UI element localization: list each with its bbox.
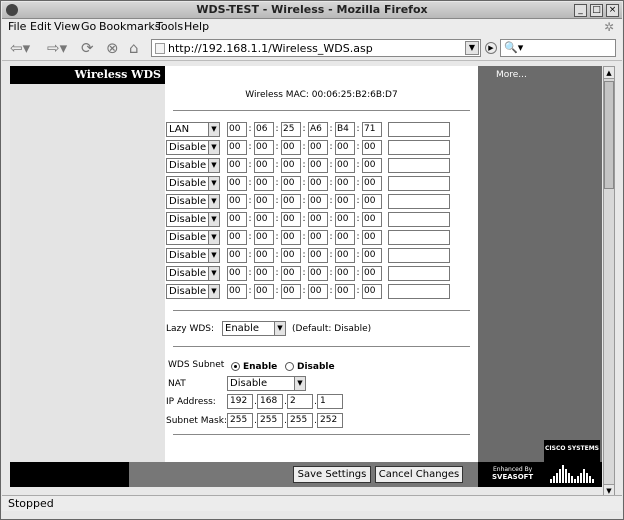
- wds-subnet-label: WDS Subnet: [168, 360, 225, 370]
- mac-octet-input[interactable]: 00: [308, 140, 328, 155]
- mac-octet-input[interactable]: 00: [308, 176, 328, 191]
- navigation-toolbar: [2, 35, 622, 61]
- menu-bar: [2, 19, 622, 35]
- wds-mode-value: Disable: [169, 268, 207, 279]
- colon-separator: :: [302, 268, 306, 278]
- mac-octet-input[interactable]: 00: [227, 248, 247, 263]
- mac-octet-input[interactable]: 00: [254, 158, 274, 173]
- colon-separator: :: [356, 232, 360, 242]
- mac-octet-input[interactable]: 00: [335, 230, 355, 245]
- colon-separator: :: [275, 268, 279, 278]
- chevron-down-icon: ▼: [294, 377, 305, 390]
- address-bar[interactable]: [151, 39, 481, 57]
- mac-octet-input[interactable]: 00: [227, 230, 247, 245]
- wds-mode-value: Disable: [169, 214, 207, 225]
- chevron-down-icon: ▼: [208, 249, 219, 262]
- chevron-down-icon: ▼: [208, 159, 219, 172]
- left-sidebar: [10, 66, 165, 487]
- mac-octet-input[interactable]: 06: [254, 122, 274, 137]
- url-text: http://192.168.1.1/Wireless_WDS.asp: [168, 42, 373, 55]
- mac-octet-input[interactable]: 00: [227, 176, 247, 191]
- chevron-down-icon: ▼: [208, 213, 219, 226]
- dot-separator: .: [284, 397, 287, 407]
- cisco-bar: [592, 479, 594, 483]
- menu-bookmarks[interactable]: Bookmarks: [99, 20, 161, 33]
- colon-separator: :: [329, 196, 333, 206]
- colon-separator: :: [248, 142, 252, 152]
- ip-address-octet-input[interactable]: 168: [257, 394, 283, 409]
- page-viewport: [10, 66, 602, 487]
- mac-octet-input[interactable]: 00: [227, 158, 247, 173]
- colon-separator: :: [302, 178, 306, 188]
- wds-mode-value: Disable: [169, 142, 207, 153]
- colon-separator: :: [302, 286, 306, 296]
- colon-separator: :: [356, 142, 360, 152]
- mac-octet-input[interactable]: 00: [281, 158, 301, 173]
- title-bar: [2, 2, 622, 19]
- wds-mode-value: Disable: [169, 196, 207, 207]
- vertical-scrollbar[interactable]: [603, 66, 615, 497]
- wds-subnet-enable-radio[interactable]: [231, 362, 240, 371]
- mac-octet-input[interactable]: 00: [335, 248, 355, 263]
- wds-mode-select[interactable]: [166, 230, 220, 245]
- wds-subnet-enable-label: Enable: [243, 362, 278, 372]
- mac-octet-input[interactable]: 00: [335, 158, 355, 173]
- main-content: [165, 66, 478, 487]
- wds-description-input[interactable]: [388, 176, 450, 191]
- mac-octet-input[interactable]: 00: [335, 266, 355, 281]
- colon-separator: :: [329, 268, 333, 278]
- wds-description-input[interactable]: [388, 284, 450, 299]
- logo-area: [482, 445, 602, 487]
- more-link[interactable]: More...: [496, 70, 527, 80]
- cisco-bar: [577, 476, 579, 483]
- wds-description-input[interactable]: [388, 140, 450, 155]
- mac-octet-input[interactable]: 00: [281, 248, 301, 263]
- colon-separator: :: [248, 214, 252, 224]
- mac-octet-input[interactable]: 00: [362, 176, 382, 191]
- mac-octet-input[interactable]: 00: [335, 284, 355, 299]
- wds-mode-select[interactable]: [166, 266, 220, 281]
- dot-separator: .: [284, 416, 287, 426]
- subnet-mask-octet-input[interactable]: 255: [257, 413, 283, 428]
- cisco-bar: [571, 476, 573, 483]
- wds-description-input[interactable]: [388, 212, 450, 227]
- mac-octet-input[interactable]: 00: [227, 122, 247, 137]
- colon-separator: :: [248, 286, 252, 296]
- cisco-bar: [580, 473, 582, 483]
- mac-octet-input[interactable]: 00: [308, 266, 328, 281]
- footer-bar: [10, 445, 602, 487]
- mac-octet-input[interactable]: 00: [335, 194, 355, 209]
- nat-select[interactable]: [227, 376, 306, 391]
- wds-mode-value: Disable: [169, 286, 207, 297]
- mac-octet-input[interactable]: 00: [308, 212, 328, 227]
- save-settings-button[interactable]: Save Settings: [293, 466, 371, 483]
- mac-octet-input[interactable]: 00: [254, 212, 274, 227]
- wds-description-input[interactable]: [388, 194, 450, 209]
- wds-mode-select[interactable]: [166, 140, 220, 155]
- menu-tools[interactable]: Tools: [156, 20, 184, 33]
- scroll-thumb[interactable]: [604, 81, 614, 189]
- enhanced-by-text: Enhanced By: [492, 466, 533, 473]
- mac-octet-input[interactable]: 00: [362, 266, 382, 281]
- divider: [173, 346, 470, 347]
- mac-octet-input[interactable]: B4: [335, 122, 355, 137]
- wds-mode-select[interactable]: [166, 194, 220, 209]
- colon-separator: :: [329, 178, 333, 188]
- colon-separator: :: [302, 124, 306, 134]
- colon-separator: :: [356, 160, 360, 170]
- mac-octet-input[interactable]: 00: [281, 284, 301, 299]
- status-text: Stopped: [8, 497, 54, 510]
- mac-octet-input[interactable]: 00: [227, 194, 247, 209]
- colon-separator: :: [356, 178, 360, 188]
- mac-octet-input[interactable]: 00: [335, 212, 355, 227]
- wds-mode-value: Disable: [169, 232, 207, 243]
- mac-octet-input[interactable]: 00: [335, 176, 355, 191]
- wds-mode-select[interactable]: [166, 122, 220, 137]
- wds-mode-select[interactable]: [166, 284, 220, 299]
- mac-octet-input[interactable]: 00: [281, 230, 301, 245]
- mac-octet-input[interactable]: A6: [308, 122, 328, 137]
- colon-separator: :: [356, 214, 360, 224]
- lazy-wds-select[interactable]: [222, 321, 286, 336]
- colon-separator: :: [248, 196, 252, 206]
- cisco-bar: [589, 476, 591, 483]
- wds-mode-select[interactable]: [166, 248, 220, 263]
- mac-octet-input[interactable]: 00: [308, 284, 328, 299]
- cisco-bar: [556, 473, 558, 483]
- button-area: [129, 462, 478, 487]
- cisco-bar: [586, 473, 588, 483]
- mac-octet-input[interactable]: 00: [308, 158, 328, 173]
- nat-label: NAT: [168, 379, 186, 389]
- menu-help[interactable]: Help: [184, 20, 210, 33]
- mac-octet-input[interactable]: 00: [254, 140, 274, 155]
- colon-separator: :: [356, 268, 360, 278]
- colon-separator: :: [275, 286, 279, 296]
- dot-separator: .: [254, 416, 257, 426]
- mac-octet-input[interactable]: 00: [227, 140, 247, 155]
- dot-separator: .: [314, 416, 317, 426]
- colon-separator: :: [302, 232, 306, 242]
- forward-icon[interactable]: ⇨▾: [47, 39, 68, 57]
- cisco-bar: [553, 476, 555, 483]
- chevron-down-icon: ▼: [208, 141, 219, 154]
- colon-separator: :: [302, 160, 306, 170]
- colon-separator: :: [248, 250, 252, 260]
- cisco-text: CISCO SYSTEMS: [544, 445, 600, 452]
- mac-octet-input[interactable]: 00: [362, 158, 382, 173]
- reload-icon[interactable]: ⟳: [81, 39, 94, 57]
- mac-octet-input[interactable]: 00: [308, 248, 328, 263]
- chevron-down-icon: ▼: [208, 195, 219, 208]
- mac-octet-input[interactable]: 00: [254, 176, 274, 191]
- cisco-bar: [568, 473, 570, 483]
- subnet-mask-octet-input[interactable]: 252: [317, 413, 343, 428]
- mac-octet-input[interactable]: 00: [281, 194, 301, 209]
- colon-separator: :: [329, 286, 333, 296]
- section-title: Wireless WDS: [10, 66, 165, 84]
- chevron-down-icon: ▼: [274, 322, 285, 335]
- mac-octet-input[interactable]: 00: [281, 176, 301, 191]
- lazy-wds-default-note: (Default: Disable): [292, 324, 372, 334]
- scroll-up-icon[interactable]: ▲: [604, 67, 614, 79]
- colon-separator: :: [329, 160, 333, 170]
- colon-separator: :: [302, 250, 306, 260]
- colon-separator: :: [329, 232, 333, 242]
- url-dropdown-icon[interactable]: ▼: [465, 41, 479, 55]
- wds-description-input[interactable]: [388, 122, 450, 137]
- wds-mode-value: Disable: [169, 178, 207, 189]
- colon-separator: :: [275, 196, 279, 206]
- mac-octet-input[interactable]: 00: [254, 230, 274, 245]
- wireless-mac-label: Wireless MAC: 00:06:25:B2:6B:D7: [245, 90, 398, 100]
- divider: [173, 434, 470, 435]
- cisco-bar: [562, 465, 564, 483]
- mac-octet-input[interactable]: 00: [362, 212, 382, 227]
- colon-separator: :: [302, 142, 306, 152]
- wds-description-input[interactable]: [388, 266, 450, 281]
- mac-octet-input[interactable]: 00: [362, 248, 382, 263]
- colon-separator: :: [275, 178, 279, 188]
- chevron-down-icon: ▼: [208, 285, 219, 298]
- mac-octet-input[interactable]: 00: [281, 212, 301, 227]
- page-icon: [155, 43, 165, 54]
- colon-separator: :: [356, 196, 360, 206]
- chevron-down-icon: ▼: [208, 123, 219, 136]
- chevron-down-icon: ▼: [208, 267, 219, 280]
- mac-octet-input[interactable]: 00: [227, 284, 247, 299]
- ip-address-label: IP Address:: [166, 397, 216, 407]
- colon-separator: :: [248, 232, 252, 242]
- subnet-mask-octet-input[interactable]: 255: [287, 413, 313, 428]
- menu-edit[interactable]: Edit: [30, 20, 52, 33]
- colon-separator: :: [329, 214, 333, 224]
- wds-mode-value: LAN: [169, 124, 190, 135]
- colon-separator: :: [329, 124, 333, 134]
- colon-separator: :: [356, 250, 360, 260]
- chevron-down-icon: ▼: [208, 231, 219, 244]
- divider: [173, 310, 470, 311]
- cisco-bar: [565, 469, 567, 483]
- wds-subnet-disable-label: Disable: [297, 362, 335, 372]
- colon-separator: :: [275, 142, 279, 152]
- nat-value: Disable: [230, 378, 268, 389]
- mac-octet-input[interactable]: 00: [362, 284, 382, 299]
- mac-octet-input[interactable]: 00: [281, 140, 301, 155]
- mac-octet-input[interactable]: 00: [254, 284, 274, 299]
- colon-separator: :: [275, 250, 279, 260]
- status-bar: [2, 495, 622, 511]
- chevron-down-icon: ▼: [208, 177, 219, 190]
- mac-octet-input[interactable]: 71: [362, 122, 382, 137]
- mac-octet-input[interactable]: 25: [281, 122, 301, 137]
- colon-separator: :: [275, 214, 279, 224]
- mac-octet-input[interactable]: 00: [362, 194, 382, 209]
- mac-octet-input[interactable]: 00: [308, 230, 328, 245]
- mac-octet-input[interactable]: 00: [362, 140, 382, 155]
- wds-mode-select[interactable]: [166, 176, 220, 191]
- subnet-mask-label: Subnet Mask:: [166, 416, 227, 426]
- colon-separator: :: [275, 124, 279, 134]
- cisco-bar: [574, 479, 576, 483]
- colon-separator: :: [248, 124, 252, 134]
- wds-mode-select[interactable]: [166, 212, 220, 227]
- scroll-down-icon[interactable]: ▼: [604, 484, 614, 496]
- ip-address-octet-input[interactable]: 1: [317, 394, 343, 409]
- cisco-logo: [544, 440, 600, 487]
- mac-octet-input[interactable]: 00: [335, 140, 355, 155]
- divider: [173, 110, 470, 111]
- mac-octet-input[interactable]: 00: [254, 248, 274, 263]
- ip-address-octet-input[interactable]: 2: [287, 394, 313, 409]
- window-title: WDS-TEST - Wireless - Mozilla Firefox: [196, 3, 428, 16]
- colon-separator: :: [248, 160, 252, 170]
- minimize-icon[interactable]: _: [574, 4, 587, 17]
- colon-separator: :: [356, 286, 360, 296]
- menu-view[interactable]: View: [54, 20, 81, 33]
- mac-octet-input[interactable]: 00: [362, 230, 382, 245]
- mac-octet-input[interactable]: 00: [254, 194, 274, 209]
- cisco-bridge-icon: [548, 465, 596, 483]
- lazy-wds-label: Lazy WDS:: [166, 324, 215, 334]
- colon-separator: :: [302, 214, 306, 224]
- colon-separator: :: [248, 268, 252, 278]
- dot-separator: .: [314, 397, 317, 407]
- maximize-icon[interactable]: □: [590, 4, 603, 17]
- stop-icon[interactable]: ⊗: [106, 39, 119, 57]
- wds-mode-select[interactable]: [166, 158, 220, 173]
- mac-octet-input[interactable]: 00: [227, 212, 247, 227]
- colon-separator: :: [248, 178, 252, 188]
- go-icon[interactable]: ▶: [485, 42, 497, 54]
- colon-separator: :: [356, 124, 360, 134]
- wds-description-input[interactable]: [388, 158, 450, 173]
- colon-separator: :: [302, 196, 306, 206]
- cisco-bar: [583, 469, 585, 483]
- mac-octet-input[interactable]: 00: [254, 266, 274, 281]
- mac-octet-input[interactable]: 00: [308, 194, 328, 209]
- mac-octet-input[interactable]: 00: [281, 266, 301, 281]
- wds-mode-value: Disable: [169, 250, 207, 261]
- cisco-bar: [550, 479, 552, 483]
- search-engine-icon[interactable]: 🔍▾: [504, 41, 524, 54]
- sveasoft-logo: [492, 466, 533, 481]
- colon-separator: :: [275, 160, 279, 170]
- search-input[interactable]: [500, 39, 616, 57]
- cisco-bar: [559, 469, 561, 483]
- wds-description-input[interactable]: [388, 230, 450, 245]
- colon-separator: :: [275, 232, 279, 242]
- home-icon[interactable]: ⌂: [129, 39, 139, 57]
- colon-separator: :: [329, 142, 333, 152]
- menu-file[interactable]: File: [8, 20, 27, 33]
- mac-octet-input[interactable]: 00: [227, 266, 247, 281]
- lazy-wds-value: Enable: [225, 323, 260, 334]
- wds-description-input[interactable]: [388, 248, 450, 263]
- wds-subnet-disable-radio[interactable]: [285, 362, 294, 371]
- throbber-icon: ✲: [603, 20, 614, 34]
- back-icon[interactable]: ⇦▾: [10, 39, 31, 57]
- wds-mode-value: Disable: [169, 160, 207, 171]
- dot-separator: .: [254, 397, 257, 407]
- sveasoft-text: SVEASOFT: [492, 473, 534, 481]
- ip-address-octet-input[interactable]: 192: [227, 394, 253, 409]
- subnet-mask-octet-input[interactable]: 255: [227, 413, 253, 428]
- colon-separator: :: [329, 250, 333, 260]
- cancel-changes-button[interactable]: Cancel Changes: [375, 466, 463, 483]
- menu-go[interactable]: Go: [81, 20, 97, 33]
- close-icon[interactable]: ×: [606, 4, 619, 17]
